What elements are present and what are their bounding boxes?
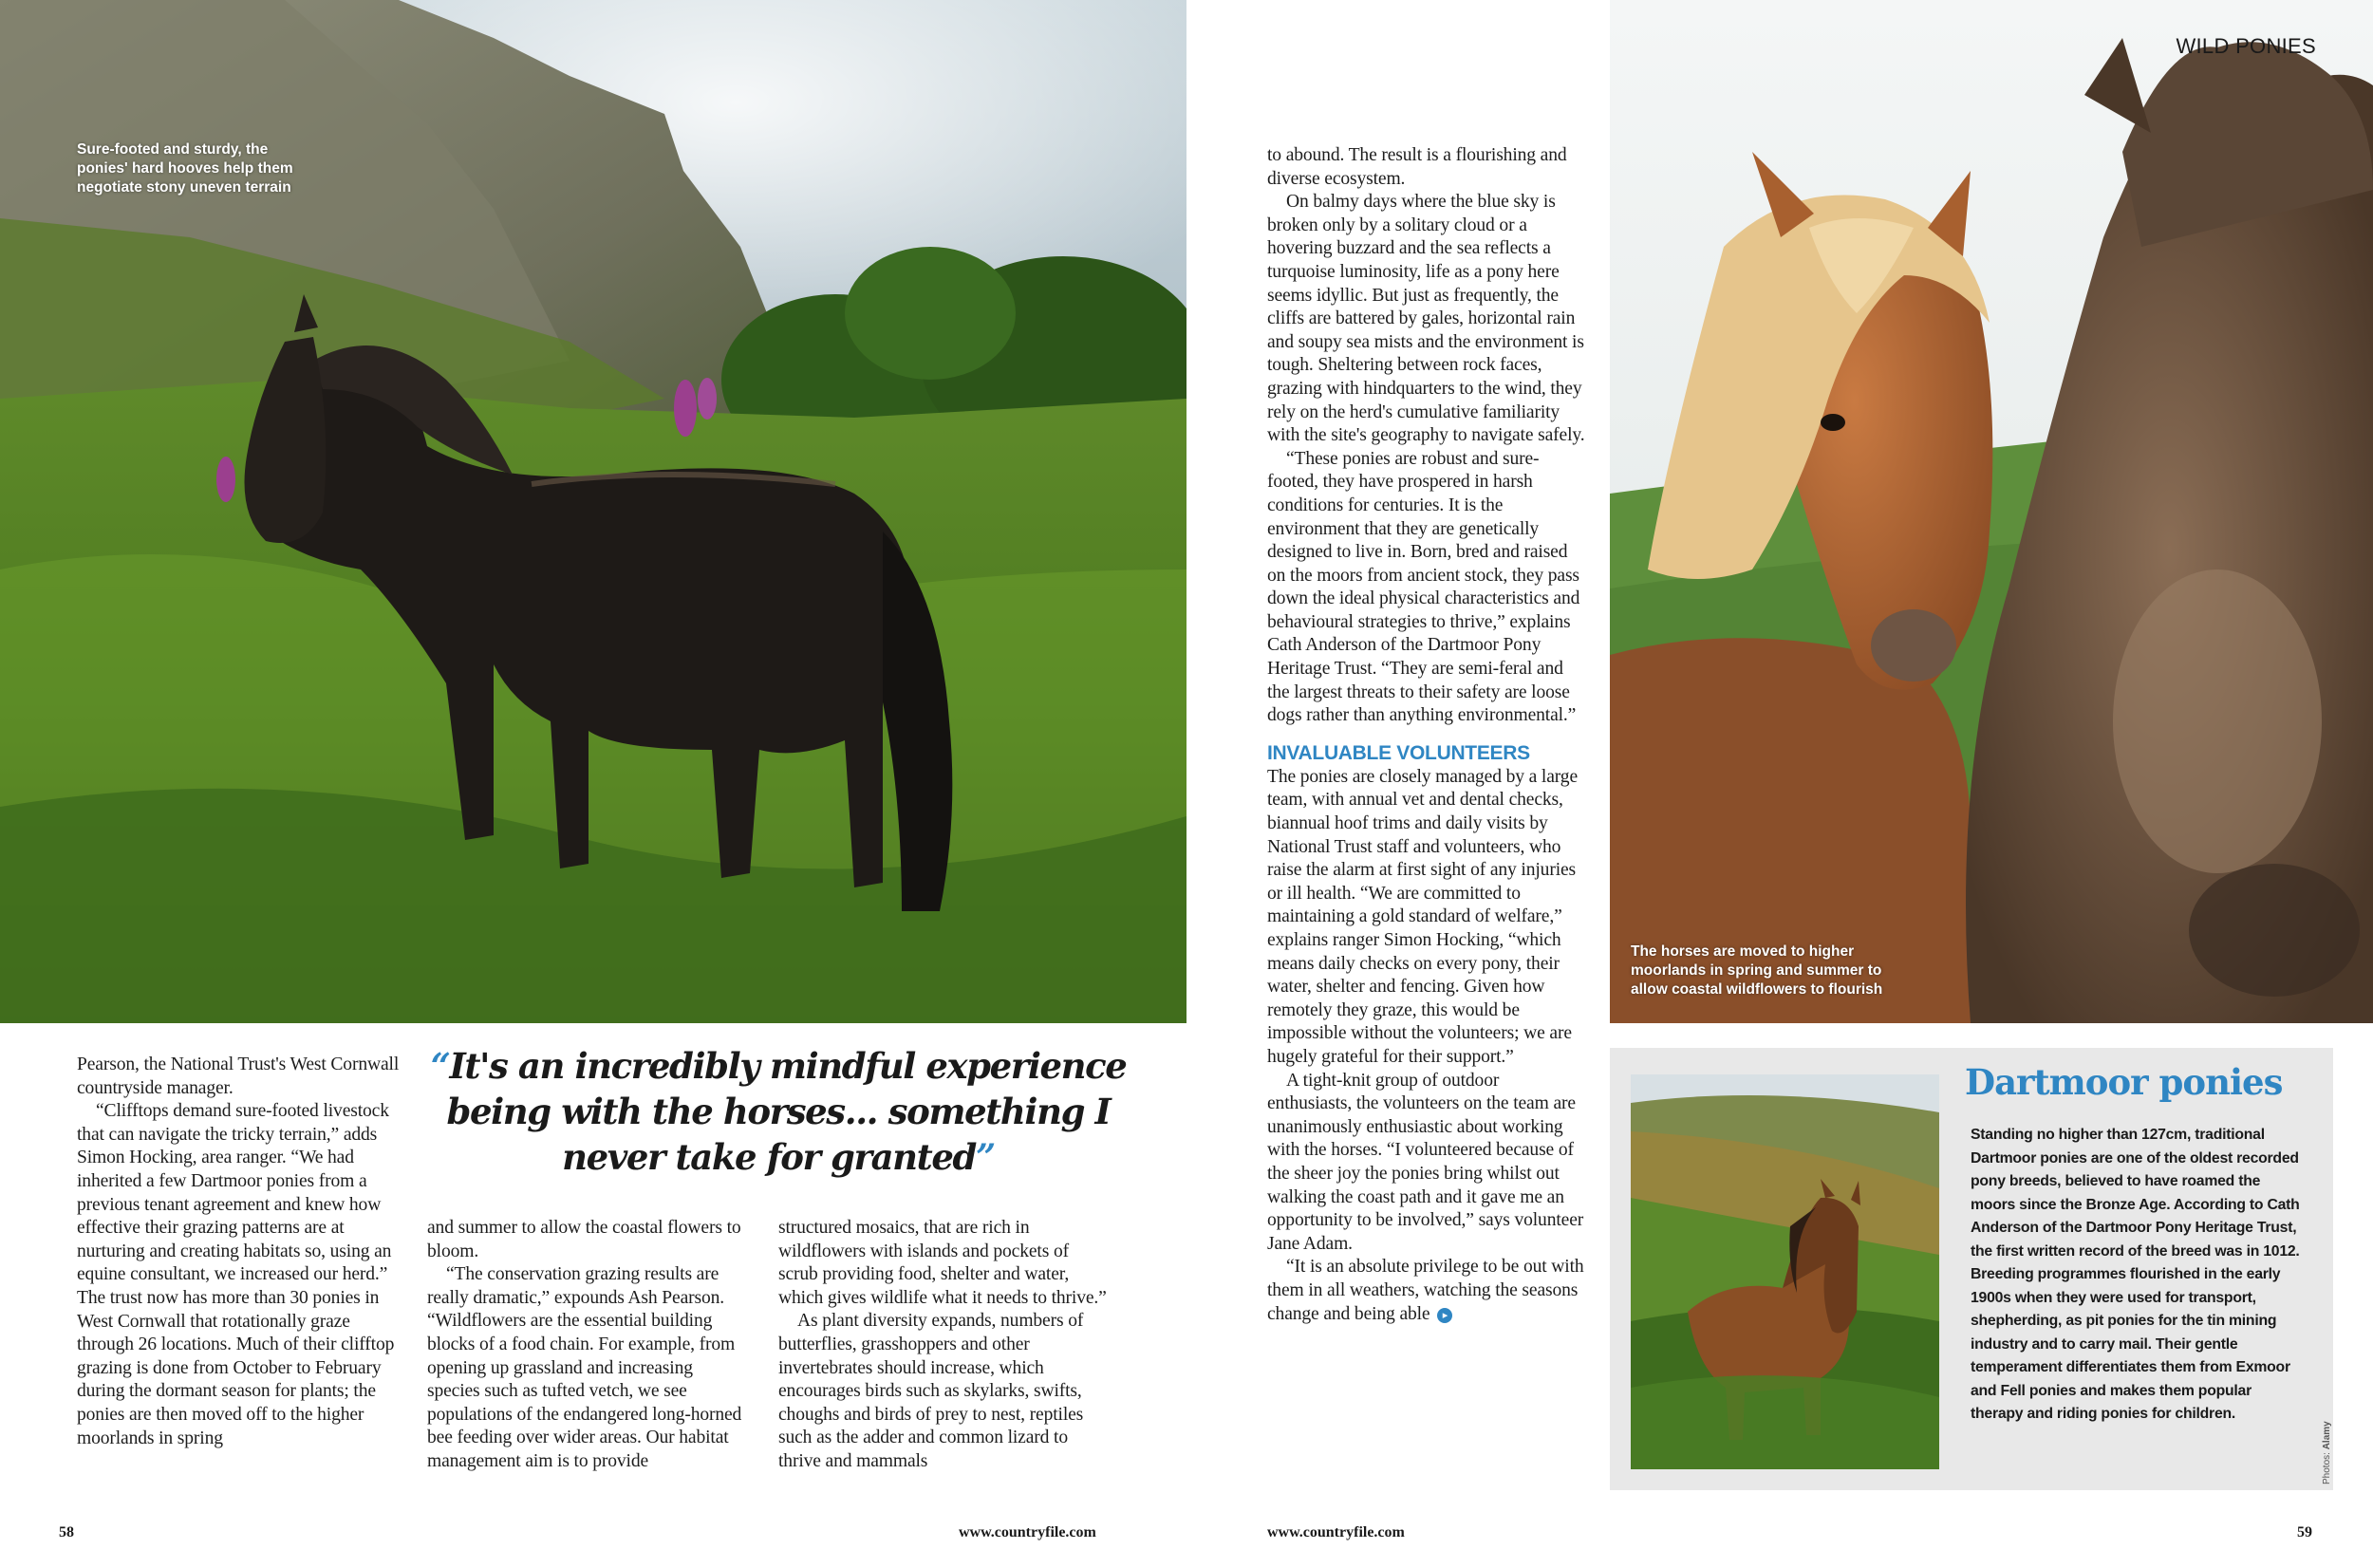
paragraph: and summer to allow the coastal flowers to bloom.: [427, 1218, 741, 1261]
page-number: 58: [59, 1524, 74, 1540]
photo-credit: [2322, 1421, 2332, 1484]
pull-quote-text: It's an incredibly mindful experience being with the horses... something I never take for granted: [446, 1045, 1127, 1178]
body-column-a: [1267, 144, 1585, 1326]
paragraph: As plant diversity expands, numbers of butterflies, grasshoppers and other invertebrates should increase, which encourages birds such as skylarks, swifts, choughs and birds of prey to nest, reptiles such as the adder and common lizard to thrive and mammals: [778, 1311, 1084, 1471]
photo-caption: Sure-footed and sturdy, the ponies' hard hooves help them negotiate stony uneven terrain: [77, 141, 293, 196]
right-page: [1186, 0, 2373, 1568]
sidebar-title: Dartmoor ponies: [1965, 1061, 2283, 1103]
sidebar-text: Standing no higher than 127cm, traditional Dartmoor ponies are one of the oldest recorded pony breeds, believed to have roamed the moors since the Bronze Age. According to Cath Anderson of the Dartmoor Pony Heritage Trust, the first written record of the breed was in 1012. Breeding programmes flourished in the early 1900s when they were used for transport, shepherding, as pit ponies for the tin mining industry and to carry mail. Their gentle temperament differentiates them from Exmoor and Fell ponies and makes them popular therapy and riding ponies for children.: [1971, 1127, 2300, 1422]
paragraph: The ponies are closely managed by a large team, with annual vet and dental checks, biannual hoof trims and daily visits by National Trust staff and volunteers, who raise the alarm at first sight of any injuries or ill health. “We are committed to maintaining a gold standard of welfare,” explains ranger Simon Hocking, “which means daily checks on every pony, their water, shelter and fencing. Given how remotely they graze, this would be impossible without the volunteers; we are hugely grateful for their support.”: [1267, 766, 1578, 1067]
folio-url[interactable]: www.countryfile.com: [1267, 1524, 1405, 1540]
paragraph: “Clifftops demand sure-footed livestock that can navigate the tricky terrain,” adds Simon Hocking, area ranger. “We had inherited a few Dartmoor ponies from a previous tenant agreement and knew how effective their grazing patterns are at nurturing and creating habitats so, using an equine consultant, we increased our herd.” The trust now has more than 30 ponies in West Cornwall that rotationally graze through 26 locations. Much of their clifftop grazing is done from October to February during the dormant season for plants; the ponies are then moved off to the higher moorlands in spring: [77, 1101, 395, 1448]
body-column-2: [427, 1217, 750, 1474]
photo-caption: The horses are moved to higher moorlands in spring and summer to allow coastal wildflowers to flourish: [1631, 943, 1883, 998]
paragraph: “The conservation grazing results are really dramatic,” expounds Ash Pearson. “Wildflowers are the essential building blocks of a food chain. For example, from opening up grassland and increasing species such as tufted vetch, we see populations of the endangered long-horned bee feeding over wider areas. Our habitat management aim is to provide: [427, 1264, 742, 1471]
close-quote-mark: ”: [976, 1136, 995, 1178]
pull-quote: [418, 1043, 1139, 1180]
paragraph: “These ponies are robust and sure-footed, they have prospered in harsh conditions for centuries. It is the environment that they are genetically designed to live in. Born, bred and raised on the moors from ancient stock, they pass down the ideal physical characteristics and behavioural strategies to thrive,” explains Cath Anderson of the Dartmoor Pony Heritage Trust. “They are semi-feral and the largest threats to their safety are loose dogs rather than anything environmental.”: [1267, 448, 1580, 726]
open-quote-mark: “: [430, 1045, 450, 1087]
body-column-1: [77, 1054, 400, 1450]
left-page: [0, 0, 1186, 1568]
crosshead: INVALUABLE VOLUNTEERS: [1267, 741, 1530, 764]
paragraph: On balmy days where the blue sky is broken only by a solitary cloud or a hovering buzzard and the sea reflects a turquoise luminosity, life as a pony here seems idyllic. But just as frequently, the cliffs are battered by gales, horizontal rain and soupy sea mists and the environment is tough. Sheltering between rock faces, grazing with hindquarters to the wind, they rely on the herd's cumulative familiarity with the site's geography to navigate safely.: [1267, 192, 1585, 446]
photo-credit-label: Photos:: [2322, 1452, 2332, 1484]
continue-arrow-icon: ▸: [1437, 1308, 1452, 1323]
dartmoor-ponies-sidebar: [1610, 1048, 2333, 1490]
brown-pony-moor-photo: [1631, 1074, 1939, 1469]
section-tag: WILD PONIES: [2176, 34, 2316, 58]
paragraph: [1267, 1256, 1585, 1326]
paragraph: A tight-knit group of outdoor enthusiasts, the volunteers on the team are unanimously enthusiastic about working with the horses. “I volunteered because of the sheer joy the ponies bring whilst out walking the coast path and it gave me an opportunity to be involved,” says volunteer Jane Adam.: [1267, 1070, 1584, 1254]
paragraph: Pearson, the National Trust's West Cornwall countryside manager.: [77, 1055, 400, 1098]
dark-pony-cliff-photo: [0, 0, 1186, 1023]
paragraph: to abound. The result is a flourishing and diverse ecosystem.: [1267, 145, 1567, 189]
photo-credit-name: Alamy: [2322, 1421, 2332, 1450]
paragraph: structured mosaics, that are rich in wildflowers with islands and pockets of scrub providing food, shelter and water, which gives wildlife what it needs to thrive.”: [778, 1218, 1107, 1308]
page-number: 59: [2297, 1524, 2312, 1540]
folio-url[interactable]: www.countryfile.com: [959, 1524, 1096, 1540]
paragraph-text: “It is an absolute privilege to be out with them in all weathers, watching the seasons change and being able: [1267, 1257, 1584, 1324]
body-column-3: [778, 1217, 1112, 1474]
two-ponies-photo: [1610, 0, 2373, 1023]
